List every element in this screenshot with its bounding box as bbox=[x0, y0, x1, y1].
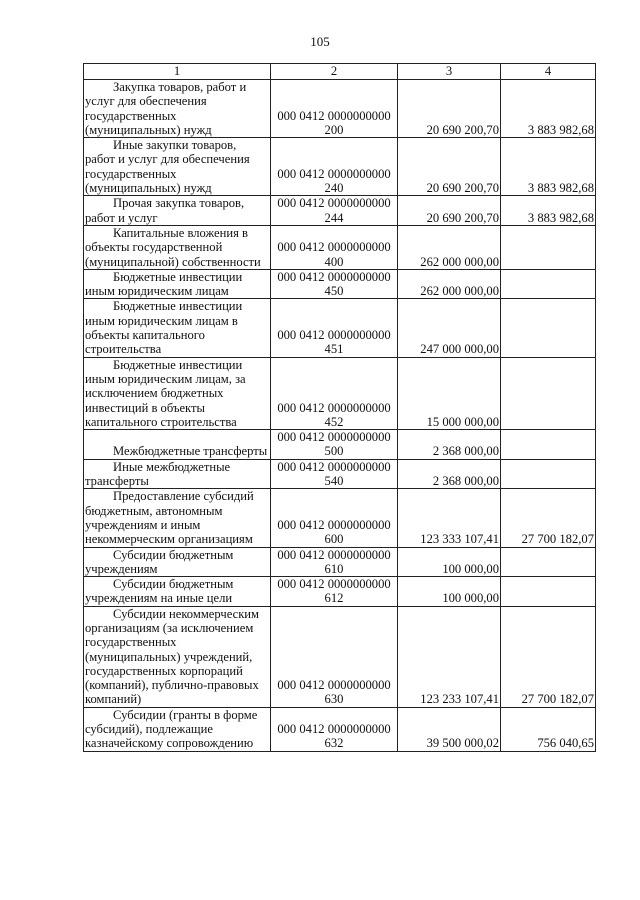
table-row bbox=[84, 707, 596, 751]
budget-code: 000 0412 0000000000 450 bbox=[271, 269, 398, 299]
amount-col4: 27 700 182,07 bbox=[501, 489, 596, 547]
amount-col3: 123 233 107,41 bbox=[398, 606, 501, 707]
budget-code: 000 0412 0000000000 400 bbox=[271, 225, 398, 269]
amount-col4 bbox=[501, 357, 596, 429]
table-row bbox=[84, 577, 596, 607]
amount-col4: 27 700 182,07 bbox=[501, 606, 596, 707]
table-row bbox=[84, 489, 596, 547]
amount-col4 bbox=[501, 225, 596, 269]
expense-name: Капитальные вложения в объекты государственной (муниципальной) собственности bbox=[84, 225, 271, 269]
table-row bbox=[84, 459, 596, 489]
amount-col3: 2 368 000,00 bbox=[398, 459, 501, 489]
column-header-1: 1 bbox=[84, 64, 271, 80]
expense-name: Иные межбюджетные трансферты bbox=[84, 459, 271, 489]
amount-col3: 123 333 107,41 bbox=[398, 489, 501, 547]
expense-name: Прочая закупка товаров, работ и услуг bbox=[84, 196, 271, 226]
amount-col3: 20 690 200,70 bbox=[398, 80, 501, 138]
budget-code: 000 0412 0000000000 240 bbox=[271, 138, 398, 196]
budget-code: 000 0412 0000000000 540 bbox=[271, 459, 398, 489]
column-header-2: 2 bbox=[271, 64, 398, 80]
amount-col3: 15 000 000,00 bbox=[398, 357, 501, 429]
amount-col3: 262 000 000,00 bbox=[398, 269, 501, 299]
expense-name: Субсидии бюджетным учреждениям на иные цели bbox=[84, 577, 271, 607]
table-row bbox=[84, 430, 596, 460]
expense-name: Бюджетные инвестиции иным юридическим лицам в объекты капитального строительства bbox=[84, 299, 271, 357]
expense-name: Бюджетные инвестиции иным юридическим лицам, за исключением бюджетных инвестиций в объекты капитального строительства bbox=[84, 357, 271, 429]
amount-col4 bbox=[501, 299, 596, 357]
budget-code: 000 0412 0000000000 600 bbox=[271, 489, 398, 547]
table-row bbox=[84, 269, 596, 299]
header-row bbox=[84, 64, 596, 80]
expense-name: Иные закупки товаров, работ и услуг для обеспечения государственных (муниципальных) нужд bbox=[84, 138, 271, 196]
amount-col3: 20 690 200,70 bbox=[398, 138, 501, 196]
amount-col3: 100 000,00 bbox=[398, 547, 501, 577]
budget-code: 000 0412 0000000000 612 bbox=[271, 577, 398, 607]
amount-col3: 247 000 000,00 bbox=[398, 299, 501, 357]
amount-col3: 20 690 200,70 bbox=[398, 196, 501, 226]
amount-col3: 100 000,00 bbox=[398, 577, 501, 607]
table-row bbox=[84, 225, 596, 269]
expense-name: Субсидии бюджетным учреждениям bbox=[84, 547, 271, 577]
amount-col3: 39 500 000,02 bbox=[398, 707, 501, 751]
amount-col4: 3 883 982,68 bbox=[501, 196, 596, 226]
amount-col4 bbox=[501, 459, 596, 489]
table-row bbox=[84, 138, 596, 196]
expense-name: Субсидии некоммерческим организациям (за исключением государственных (муниципальных) учреждений, государственных корпораций (компаний), публично-правовых компаний) bbox=[84, 606, 271, 707]
column-header-3: 3 bbox=[398, 64, 501, 80]
amount-col4 bbox=[501, 269, 596, 299]
table-row bbox=[84, 299, 596, 357]
amount-col3: 2 368 000,00 bbox=[398, 430, 501, 460]
budget-code: 000 0412 0000000000 244 bbox=[271, 196, 398, 226]
table-row bbox=[84, 606, 596, 707]
amount-col4 bbox=[501, 547, 596, 577]
budget-code: 000 0412 0000000000 610 bbox=[271, 547, 398, 577]
amount-col4: 3 883 982,68 bbox=[501, 138, 596, 196]
budget-code: 000 0412 0000000000 630 bbox=[271, 606, 398, 707]
amount-col3: 262 000 000,00 bbox=[398, 225, 501, 269]
page-number: 105 bbox=[310, 34, 330, 49]
budget-code: 000 0412 0000000000 632 bbox=[271, 707, 398, 751]
expense-name: Бюджетные инвестиции иным юридическим лицам bbox=[84, 269, 271, 299]
budget-code: 000 0412 0000000000 500 bbox=[271, 430, 398, 460]
amount-col4: 3 883 982,68 bbox=[501, 80, 596, 138]
table-row bbox=[84, 547, 596, 577]
amount-col4: 756 040,65 bbox=[501, 707, 596, 751]
amount-col4 bbox=[501, 430, 596, 460]
budget-table bbox=[83, 63, 596, 752]
column-header-4: 4 bbox=[501, 64, 596, 80]
budget-code: 000 0412 0000000000 452 bbox=[271, 357, 398, 429]
expense-name: Межбюджетные трансферты bbox=[84, 430, 271, 460]
budget-code: 000 0412 0000000000 200 bbox=[271, 80, 398, 138]
expense-name: Субсидии (гранты в форме субсидий), подлежащие казначейскому сопровождению bbox=[84, 707, 271, 751]
expense-name: Предоставление субсидий бюджетным, автономным учреждениям и иным некоммерческим организациям bbox=[84, 489, 271, 547]
table-row bbox=[84, 80, 596, 138]
table-row bbox=[84, 357, 596, 429]
table-row bbox=[84, 196, 596, 226]
amount-col4 bbox=[501, 577, 596, 607]
expense-name: Закупка товаров, работ и услуг для обеспечения государственных (муниципальных) нужд bbox=[84, 80, 271, 138]
budget-code: 000 0412 0000000000 451 bbox=[271, 299, 398, 357]
